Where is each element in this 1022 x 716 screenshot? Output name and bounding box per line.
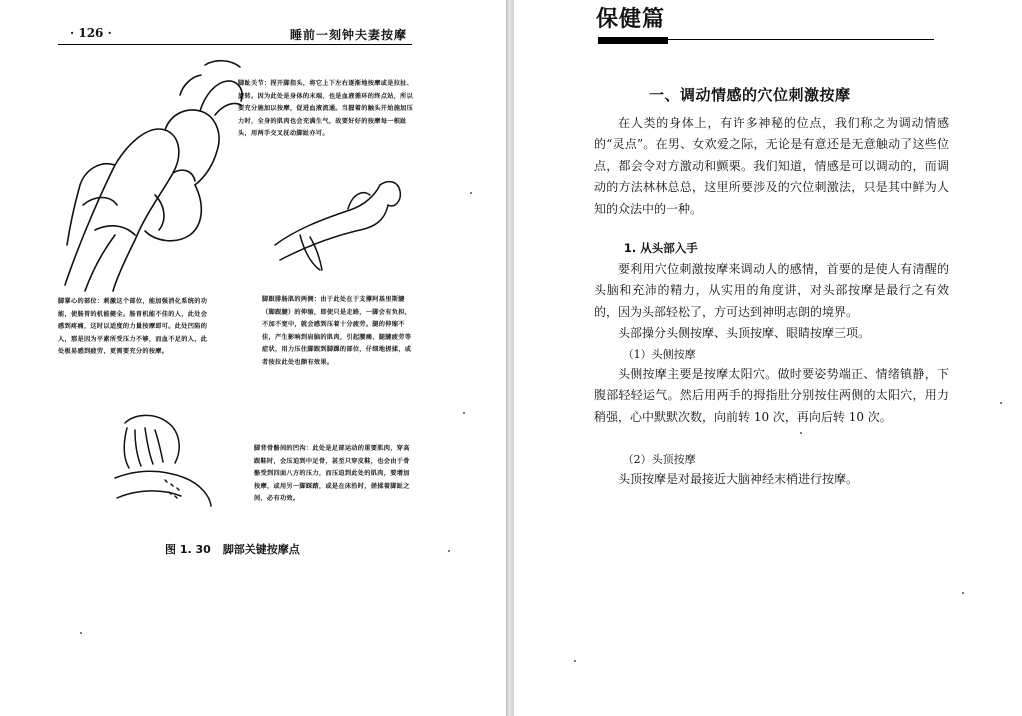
subheading-head-start: 1. 从头部入手	[623, 241, 698, 255]
sole-center-note: 脚掌心的部位：刺激这个部位，能加强消化系统的功能，使肠胃的机能健全。肠胃机能不佳的人，此处会感到疼痛，这时以适度的力量按摩即可。此处凹陷的人，那是因为平素所受压力不够，而血不足的人，此处极易感到疲劳，更需要充分的按摩。	[58, 298, 208, 356]
paragraph-head-side: 头侧按摩主要是按摩太阳穴。做时要姿势端正、情绪镇静，下腹部轻轻运气。然后用两手的拇指肚分别按住两侧的太阳穴，用力稍强，心中默默次数，向前转 10 次，再向后转 10 次。	[594, 367, 949, 424]
running-head: 睡前一刻钟夫妻按摩	[290, 28, 408, 42]
paragraph-head-massage: 要利用穴位刺激按摩来调动人的感情，首要的是使人有清醒的头脑和充沛的精力，从实用的角度讲，对头部按摩是最行之有效的，因为头部轻松了，方可达到神明志朗的境界。	[594, 262, 949, 319]
chapter-heading: 一、调动情感的穴位刺激按摩	[649, 86, 851, 104]
left-page	[0, 0, 506, 716]
item-head-side: （1）头侧按摩	[622, 348, 696, 361]
section-rule-accent	[598, 37, 668, 44]
header-rule	[58, 44, 412, 45]
right-page	[514, 0, 1022, 716]
toe-joint-note: 脚趾关节：捏开脚指头，将它上下左右逐渐地按摩或是拉扯、旋转。因为此处是身体的末端，也是血液循环的终点站，所以要充分施加以按摩，促进血液流通。当握着的触头开始施加压力时，全身的肌肉也会充满生气，故要好好的按摩每一根趾头，用两手交叉抚动脚趾亦可。	[238, 80, 414, 138]
section-title: 保健篇	[596, 7, 666, 32]
page-number: · 126 ·	[70, 26, 112, 40]
book-gutter	[506, 0, 514, 716]
heel-press-illustration	[270, 175, 410, 275]
instep-massage-illustration	[105, 408, 215, 508]
item-head-top: （2）头顶按摩	[622, 453, 696, 466]
intro-paragraph: 在人类的身体上，有许多神秘的位点，我们称之为调动情感的“灵点”。在男、女欢爱之际，无论是有意还是无意触动了这些位点，都会令对方激动和颤栗。我们知道，情感是可以调动的，而调动的方法林林总总，这里所要涉及的穴位刺激法，只是其中鲜为人知的众法中的一种。	[594, 116, 949, 216]
figure-caption-text: 脚部关键按摩点	[222, 543, 300, 556]
instep-groove-note: 脚背骨骼间的凹沟：此处是足部运动的重要肌肉，穿高跟鞋时，会压迫到中足骨，甚至只穿皮鞋，也会由于骨骼受到四面八方的压力，而压迫到此处的肌肉，要增加按摩，或用另一脚踩踏，或是在床沿时，搓揉着脚趾之间，必有功效。	[254, 445, 410, 503]
figure-caption	[165, 541, 300, 557]
toe-massage-illustration	[55, 55, 250, 293]
figure-number: 图 1. 30	[165, 543, 211, 556]
paragraph-head-types: 头部操分头侧按摩、头顶按摩、眼睛按摩三项。	[618, 326, 871, 340]
paragraph-head-top: 头顶按摩是对最接近大脑神经末梢进行按摩。	[618, 472, 859, 486]
heel-calf-note: 脚跟腓肠肌的两侧：由于此处在于支撑阿基里斯腱（脚跟腱）的伸缩，即使只是走路，一脚会有负担，不加不宽中，就会感到压着十分疲劳。腿的伸缩不佳，产生影响到肩脑的肌肉，引起腰痛、腿腱疲劳等症状，用力压住脚跟到脚踝的部位，仔细地搓揉，或者按拉此处也颇有效果。	[262, 296, 412, 366]
